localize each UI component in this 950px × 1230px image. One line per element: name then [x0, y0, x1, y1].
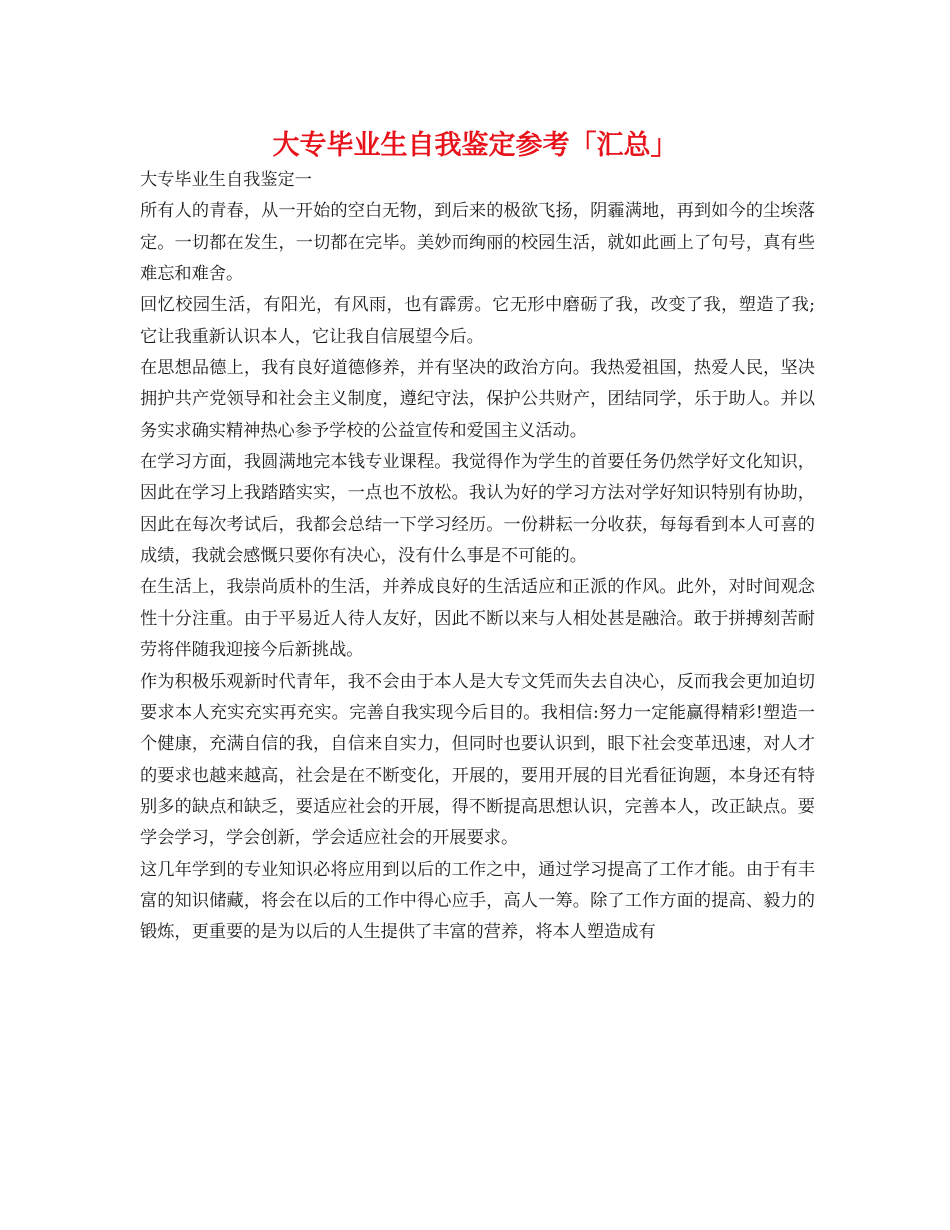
section-heading: 大专毕业生自我鉴定一	[140, 170, 312, 190]
document-body	[140, 165, 815, 949]
paragraph: 在生活上，我崇尚质朴的生活，并养成良好的生活适应和正派的作风。此外，对时间观念性十分注重。由于平易近人待人友好，因此不断以来与人相处甚是融洽。敢于拼搏刻苦耐劳将伴随我迎接今后新挑战。	[140, 577, 815, 661]
document-title: 大专毕业生自我鉴定参考「汇总」	[272, 130, 678, 161]
paragraph: 在思想品德上，我有良好道德修养，并有坚决的政治方向。我热爱祖国，热爱人民，坚决拥护共产党领导和社会主义制度，遵纪守法，保护公共财产，团结同学，乐于助人。并以务实求确实精神热心参予学校的公益宣传和爱国主义活动。	[140, 358, 815, 441]
paragraph: 回忆校园生活，有阳光，有风雨，也有霹雳。它无形中磨砺了我，改变了我，塑造了我;它让我重新认识本人，它让我自信展望今后。	[140, 295, 815, 347]
paragraph: 这几年学到的专业知识必将应用到以后的工作之中，通过学习提高了工作才能。由于有丰富的知识储藏，将会在以后的工作中得心应手，高人一筹。除了工作方面的提高、毅力的锻炼，更重要的是为以后的人生提供了丰富的营养，将本人塑造成有	[140, 859, 815, 943]
paragraph: 作为积极乐观新时代青年，我不会由于本人是大专文凭而失去自决心，反而我会更加迫切要求本人充实充实再充实。完善自我实现今后目的。我相信:努力一定能赢得精彩!塑造一个健康，充满自信的我，自信来自实力，但同时也要认识到，眼下社会变革迅速，对人才的要求也越来越高，社会是在不断变化，开展的，要用开展的目光看征询题，本身还有特别多的缺点和缺乏，要适应社会的开展，得不断提高思想认识，完善本人，改正缺点。要学会学习，学会创新，学会适应社会的开展要求。	[140, 671, 815, 849]
paragraph: 在学习方面，我圆满地完本钱专业课程。我觉得作为学生的首要任务仍然学好文化知识，因此在学习上我踏踏实实，一点也不放松。我认为好的学习方法对学好知识特别有协助，因此在每次考试后，我都会总结一下学习经历。一份耕耘一分收获，每每看到本人可喜的成绩，我就会感慨只要你有决心，没有什么事是不可能的。	[140, 452, 815, 567]
paragraph: 所有人的青春，从一开始的空白无物，到后来的极欲飞扬，阴霾满地，再到如今的尘埃落定。一切都在发生，一切都在完毕。美妙而绚丽的校园生活，就如此画上了句号，真有些难忘和难舍。	[140, 201, 815, 285]
